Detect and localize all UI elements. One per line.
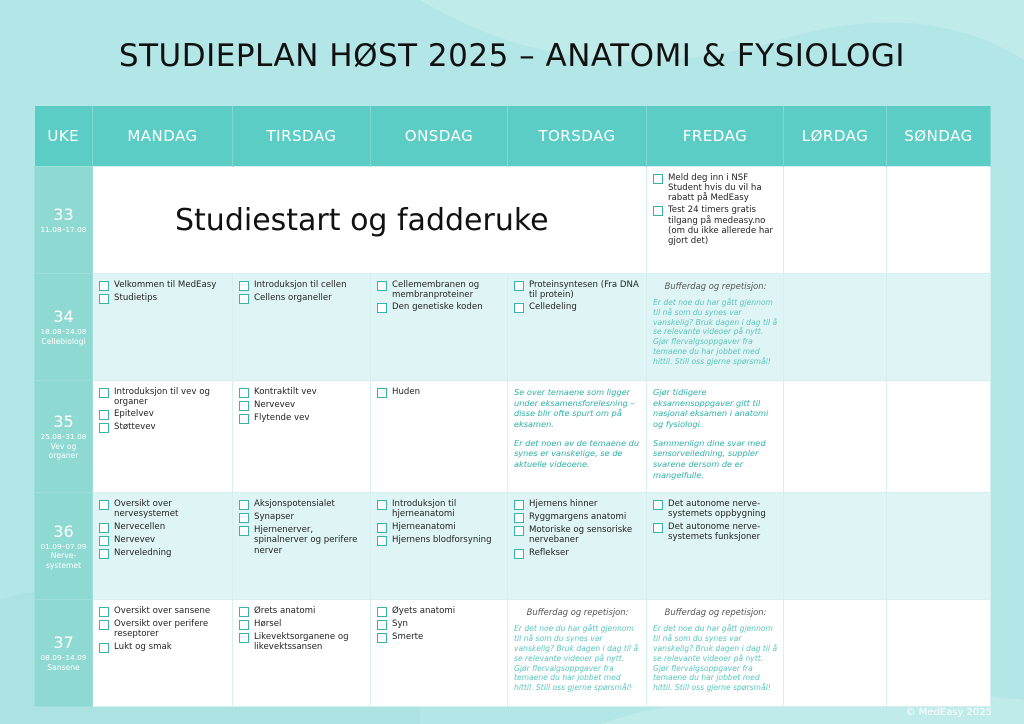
checkbox[interactable] <box>99 423 109 433</box>
day-cell-lordag <box>784 274 887 381</box>
checkbox[interactable] <box>239 633 249 643</box>
day-cell-sondag <box>887 600 991 707</box>
week-cell <box>35 167 93 274</box>
copyright: © MedEasy 2025 <box>905 707 992 718</box>
header-tirsdag: TIRSDAG <box>233 106 371 167</box>
checkbox[interactable] <box>377 536 387 546</box>
checkbox[interactable] <box>239 500 249 510</box>
week-dates: 08.09–14.09 <box>40 653 87 663</box>
buffer-day-text: Er det noe du har gått gjennom til nå som du synes var vanskelig? Bruk dagen i dag til å se relevante videoer på nytt. Gjør flervalgsoppgaver fra temaene du har jobbet med hittil. Still oss gjerne spørsmål! <box>514 624 639 693</box>
week-row <box>35 600 991 707</box>
task-label: Hørsel <box>254 619 282 630</box>
day-cell-fredag <box>647 167 784 274</box>
day-cell-sondag <box>887 493 991 600</box>
task-label: Hjerneanatomi <box>392 521 456 532</box>
task-label: Det autonome nerve- systemets funksjoner <box>668 521 761 542</box>
task-label: Smerte <box>392 632 424 643</box>
task-item <box>99 499 227 519</box>
task-item <box>99 409 227 420</box>
checkbox[interactable] <box>99 388 109 398</box>
task-item <box>239 280 365 291</box>
task-item <box>99 642 227 653</box>
week-dates: 11.08–17.08 <box>40 224 87 234</box>
checkbox[interactable] <box>377 281 387 291</box>
checkbox[interactable] <box>514 281 524 291</box>
task-label: Cellemembranen og membranproteiner <box>392 280 480 301</box>
checkbox[interactable] <box>377 500 387 510</box>
day-cell-mandag <box>93 274 233 381</box>
checkbox[interactable] <box>239 526 249 536</box>
header-row <box>35 106 991 167</box>
task-label: Hjernens blodforsyning <box>392 534 492 545</box>
task-label: Lukt og smak <box>114 641 172 652</box>
day-cell-fredag <box>647 493 784 600</box>
task-label: Celledeling <box>529 302 577 313</box>
checkbox[interactable] <box>99 620 109 630</box>
week-dates: 01.09–07.09 <box>40 541 87 551</box>
day-cell-mandag <box>93 600 233 707</box>
checkbox[interactable] <box>239 388 249 398</box>
week-cell <box>35 493 93 600</box>
task-item <box>99 535 227 546</box>
task-label: Oversikt over nervesystemet <box>114 499 179 520</box>
checkbox[interactable] <box>239 294 249 304</box>
week-dates: 18.08–24.08 <box>40 327 87 337</box>
study-tip: Gjør tidligere eksamensoppgaver gitt til nasjonal eksamen i anatomi og fysiologi. <box>653 387 769 429</box>
day-cell-mandag <box>93 381 233 493</box>
buffer-day-title: Bufferdag og repetisjon: <box>664 281 767 291</box>
task-label: Hjernenerver, spinalnerver og perifere nerver <box>254 525 358 556</box>
task-label: Støttevev <box>114 422 156 433</box>
study-tip: Sammenlign dine svar med sensorveiledning, suppler svarene dersom de er mangelfulle. <box>653 437 766 480</box>
day-cell-fredag <box>647 600 784 707</box>
day-cell-lordag <box>784 493 887 600</box>
header-sondag: SØNDAG <box>887 106 991 167</box>
checkbox[interactable] <box>99 281 109 291</box>
task-item <box>514 302 641 313</box>
day-cell-lordag <box>784 381 887 493</box>
day-cell-sondag <box>887 381 991 493</box>
week33-banner: Studiestart og fadderuke <box>175 203 549 238</box>
checkbox[interactable] <box>514 303 524 313</box>
checkbox[interactable] <box>653 500 663 510</box>
task-item <box>514 499 641 510</box>
task-label: Oversikt over sansene <box>114 606 211 617</box>
task-item <box>239 525 365 555</box>
task-label: Huden <box>392 387 421 397</box>
task-label: Proteinsyntesen (Fra DNA til protein) <box>529 280 639 301</box>
task-item <box>239 512 365 523</box>
checkbox[interactable] <box>99 500 109 510</box>
task-label: Cellens organeller <box>254 293 332 303</box>
task-label: Synapser <box>254 512 295 523</box>
task-label: Motoriske og sensoriske nervebaner <box>529 525 633 546</box>
day-cell-onsdag <box>371 493 508 600</box>
day-cell-tirsdag <box>233 600 371 707</box>
checkbox[interactable] <box>377 633 387 643</box>
task-item <box>239 413 365 424</box>
task-item <box>377 387 502 398</box>
checkbox[interactable] <box>377 303 387 313</box>
task-item <box>377 522 502 533</box>
task-item <box>377 280 502 300</box>
task-item <box>99 387 227 407</box>
week-num: 37 <box>53 633 74 653</box>
task-item <box>239 619 365 630</box>
task-item <box>514 512 641 523</box>
day-cell-tirsdag <box>233 381 371 493</box>
day-cell-lordag <box>784 167 887 274</box>
checkbox[interactable] <box>514 500 524 510</box>
task-item <box>99 522 227 533</box>
study-plan-table <box>34 106 991 707</box>
task-item <box>99 293 227 304</box>
task-item <box>377 302 502 313</box>
task-label: Flytende vev <box>254 413 310 423</box>
task-label: Ryggmargens anatomi <box>529 512 627 523</box>
day-cell-fredag <box>647 381 784 493</box>
week-cell <box>35 381 93 493</box>
task-label: Aksjonspotensialet <box>254 499 335 510</box>
checkbox[interactable] <box>239 281 249 291</box>
task-label: Syn <box>392 619 408 630</box>
week-num: 36 <box>53 521 74 541</box>
task-item <box>239 499 365 510</box>
week-num: 35 <box>53 412 74 432</box>
buffer-day-title: Bufferdag og repetisjon: <box>664 607 767 618</box>
checkbox[interactable] <box>239 620 249 630</box>
day-cell-tirsdag <box>233 274 371 381</box>
study-tip: Se over temaene som ligger under eksamensforelesning – disse blir ofte spurt om på eksamen. <box>514 387 635 429</box>
task-label: Øyets anatomi <box>392 606 456 617</box>
checkbox[interactable] <box>653 174 663 184</box>
day-cell-fredag <box>647 274 784 381</box>
task-label: Nervevev <box>114 534 156 545</box>
task-item <box>377 619 502 630</box>
task-label: Den genetiske koden <box>392 302 483 313</box>
task-item <box>239 606 365 617</box>
header-mandag: MANDAG <box>93 106 233 167</box>
task-label: Epitelvev <box>114 409 154 420</box>
task-label: Oversikt over perifere reseptorer <box>114 619 209 640</box>
task-item <box>239 400 365 411</box>
week-cell <box>35 600 93 707</box>
task-label: Det autonome nerve- systemets oppbygning <box>668 499 766 520</box>
week-topic: Cellebiologi <box>41 336 86 346</box>
buffer-day-title: Bufferdag og repetisjon: <box>526 607 629 618</box>
checkbox[interactable] <box>99 607 109 617</box>
checkbox[interactable] <box>239 513 249 523</box>
week-num: 33 <box>53 204 74 224</box>
task-label: Ørets anatomi <box>254 606 316 617</box>
checkbox[interactable] <box>239 401 249 411</box>
checkbox[interactable] <box>99 643 109 653</box>
checkbox[interactable] <box>99 523 109 533</box>
checkbox[interactable] <box>653 206 663 216</box>
day-cell-sondag <box>887 274 991 381</box>
page-title: STUDIEPLAN HØST 2025 – ANATOMI & FYSIOLOGI <box>118 38 906 74</box>
checkbox[interactable] <box>99 536 109 546</box>
checkbox[interactable] <box>99 294 109 304</box>
task-item <box>514 525 641 545</box>
checkbox[interactable] <box>514 549 524 559</box>
task-item <box>377 499 502 519</box>
checkbox[interactable] <box>653 523 663 533</box>
task-item <box>239 632 365 652</box>
task-item <box>514 280 641 300</box>
checkbox[interactable] <box>377 620 387 630</box>
week-topic: Nerve- systemet <box>45 551 82 570</box>
task-label: Introduksjon til cellen <box>254 280 347 290</box>
checkbox[interactable] <box>377 523 387 533</box>
day-cell-torsdag <box>508 274 647 381</box>
task-item <box>239 293 365 304</box>
task-label: Reflekser <box>529 547 569 558</box>
task-item <box>653 205 778 246</box>
task-item <box>377 606 502 617</box>
day-cell-torsdag <box>508 493 647 600</box>
week-row <box>35 274 991 381</box>
task-item <box>377 535 502 546</box>
task-label: Velkommen til MedEasy <box>114 280 217 290</box>
checkbox[interactable] <box>99 549 109 559</box>
day-cell-mandag <box>93 493 233 600</box>
task-label: Introduksjon til hjerneanatomi <box>392 499 457 520</box>
day-cell-onsdag <box>371 381 508 493</box>
header-onsdag: ONSDAG <box>371 106 508 167</box>
checkbox[interactable] <box>514 513 524 523</box>
task-item <box>99 606 227 617</box>
week-topic: Sansene <box>47 663 80 672</box>
header-fredag: FREDAG <box>647 106 784 167</box>
day-cell-sondag <box>887 167 991 274</box>
task-item <box>514 548 641 559</box>
task-label: Studietips <box>114 293 158 303</box>
checkbox[interactable] <box>239 607 249 617</box>
week-row <box>35 381 991 493</box>
task-label: Hjernens hinner <box>529 499 598 510</box>
day-cell-torsdag <box>508 600 647 707</box>
task-label: Likevektsorganene og likevektssansen <box>254 632 349 653</box>
day-cell-lordag <box>784 600 887 707</box>
week-cell <box>35 274 93 381</box>
task-item <box>99 422 227 433</box>
task-label: Introduksjon til vev og organer <box>114 387 210 408</box>
task-item <box>99 280 227 291</box>
day-cell-onsdag <box>371 600 508 707</box>
task-label: Meld deg inn i NSF Student hvis du vil ha rabatt på MedEasy <box>668 173 762 204</box>
task-item <box>99 548 227 559</box>
task-item <box>99 619 227 639</box>
task-item <box>653 499 778 519</box>
task-label: Test 24 timers gratis tilgang på medeasy.no (om du ikke allerede har gjort det) <box>668 205 774 246</box>
day-cell-onsdag <box>371 274 508 381</box>
day-cell-tirsdag <box>233 493 371 600</box>
task-label: Nervecellen <box>114 521 166 532</box>
buffer-day-text: Er det noe du har gått gjennom til nå som du synes var vanskelig? Bruk dagen i dag til å se relevante videoer på nytt. Gjør flervalgsoppgaver fra temaene du har jobbet med hittil. Still oss gjerne spørsmål! <box>653 624 778 693</box>
task-item <box>239 387 365 398</box>
task-label: Nervevev <box>254 400 296 410</box>
study-tip: Er det noen av de temaene du synes er vanskelige, se de aktuelle videoene. <box>514 437 640 469</box>
day-cell-torsdag <box>508 381 647 493</box>
task-item <box>653 173 778 203</box>
checkbox[interactable] <box>377 607 387 617</box>
buffer-day-text: Er det noe du har gått gjennom til nå som du synes var vanskelig? Bruk dagen i dag til å se relevante videoer på nytt. Gjør flervalgsoppgaver fra temaene du har jobbet med hittil. Still oss gjerne spørsmål! <box>653 297 778 367</box>
week-row <box>35 493 991 600</box>
header-lordag: LØRDAG <box>784 106 887 167</box>
task-item <box>653 522 778 542</box>
checkbox[interactable] <box>514 526 524 536</box>
task-label: Kontraktilt vev <box>254 387 317 397</box>
checkbox[interactable] <box>239 414 249 424</box>
week-dates: 25.08–31.08 <box>40 432 87 442</box>
week-num: 34 <box>53 307 74 327</box>
week-topic: Vev og organer <box>48 441 79 460</box>
checkbox[interactable] <box>377 388 387 398</box>
header-uke: UKE <box>35 106 93 167</box>
task-item <box>377 632 502 643</box>
header-torsdag: TORSDAG <box>508 106 647 167</box>
checkbox[interactable] <box>99 410 109 420</box>
task-label: Nerveledning <box>114 547 172 558</box>
